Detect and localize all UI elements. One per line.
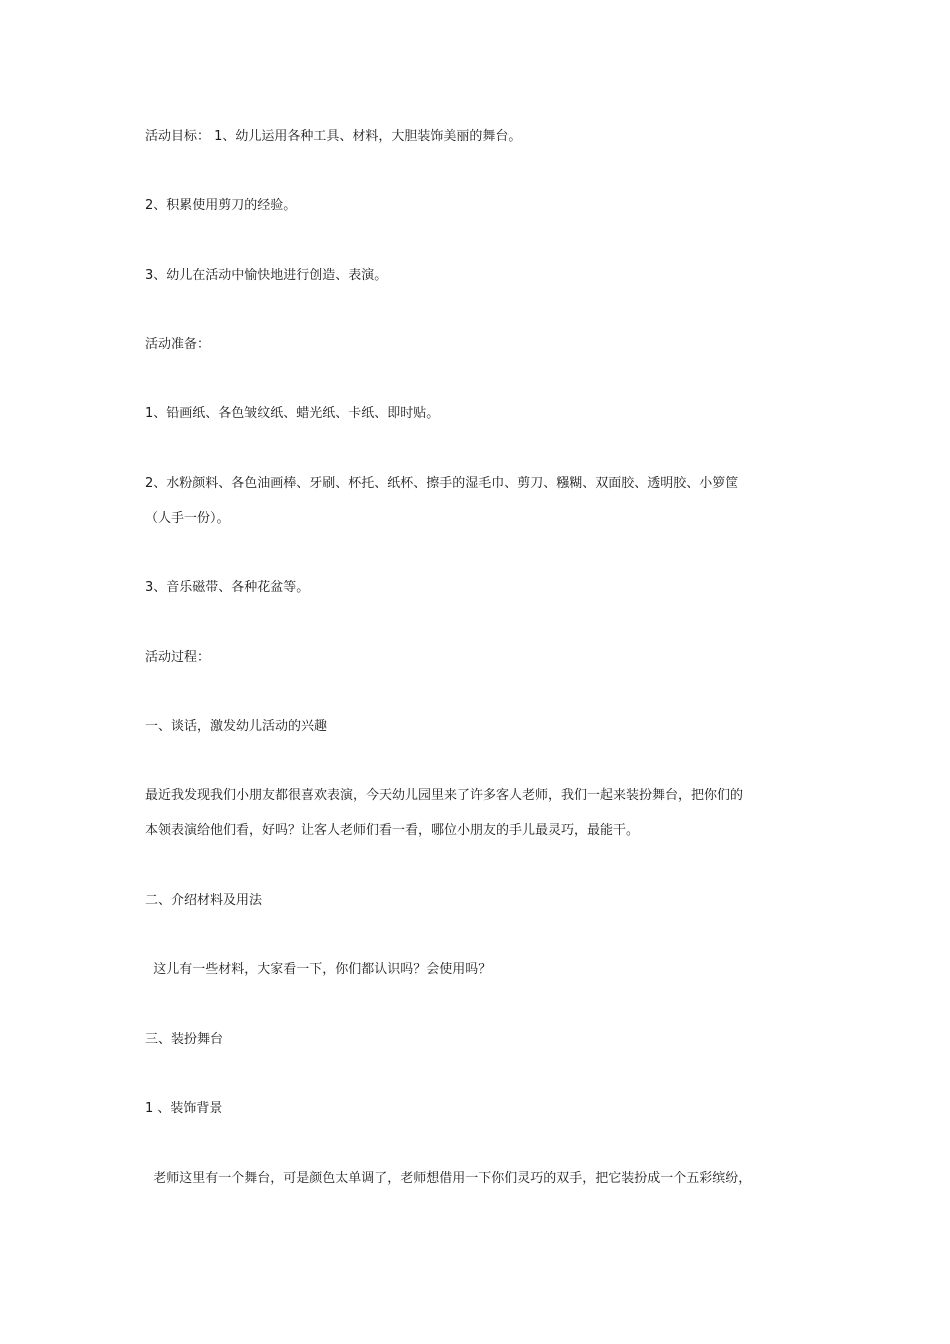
preparation-item-2-line-1: 2、水粉颜料、各色油画棒、牙刷、杯托、纸杯、擦手的湿毛巾、剪刀、糨糊、双面胶、透明胶、小箩筐 <box>145 476 739 491</box>
preparation-heading: 活动准备： <box>145 337 211 352</box>
section-2-heading: 二、介绍材料及用法 <box>145 893 263 908</box>
section-2-body: 这儿有一些材料，大家看一下，你们都认识吗？会使用吗？ <box>145 962 492 977</box>
section-1-body-line-2: 本领表演给他们看，好吗？让客人老师们看一看，哪位小朋友的手儿最灵巧，最能干。 <box>145 823 640 838</box>
section-1-heading: 一、谈话，激发幼儿活动的兴趣 <box>145 719 328 734</box>
preparation-item-1: 1、铅画纸、各色皱纹纸、蜡光纸、卡纸、即时贴。 <box>145 406 440 421</box>
activity-goal-3: 3、幼儿在活动中愉快地进行创造、表演。 <box>145 268 388 283</box>
process-heading: 活动过程： <box>145 650 211 665</box>
section-3-heading: 三、装扮舞台 <box>145 1032 224 1047</box>
section-1-body <box>145 787 815 840</box>
section-3-sub-1-heading: 1 、装饰背景 <box>145 1101 223 1116</box>
activity-goal-1: 活动目标： 1、幼儿运用各种工具、材料，大胆装饰美丽的舞台。 <box>145 129 522 144</box>
preparation-item-2-line-2: （人手一份）。 <box>145 511 230 526</box>
activity-goal-2: 2、积累使用剪刀的经验。 <box>145 198 297 213</box>
preparation-item-2 <box>145 475 815 528</box>
preparation-item-3: 3、音乐磁带、各种花盆等。 <box>145 580 310 595</box>
section-1-body-line-1: 最近我发现我们小朋友都很喜欢表演，今天幼儿园里来了许多客人老师，我们一起来装扮舞台，把你们的 <box>145 788 744 803</box>
section-3-sub-1-body: 老师这里有一个舞台，可是颜色太单调了，老师想借用一下你们灵巧的双手，把它装扮成一个五彩缤纷， <box>145 1171 752 1186</box>
